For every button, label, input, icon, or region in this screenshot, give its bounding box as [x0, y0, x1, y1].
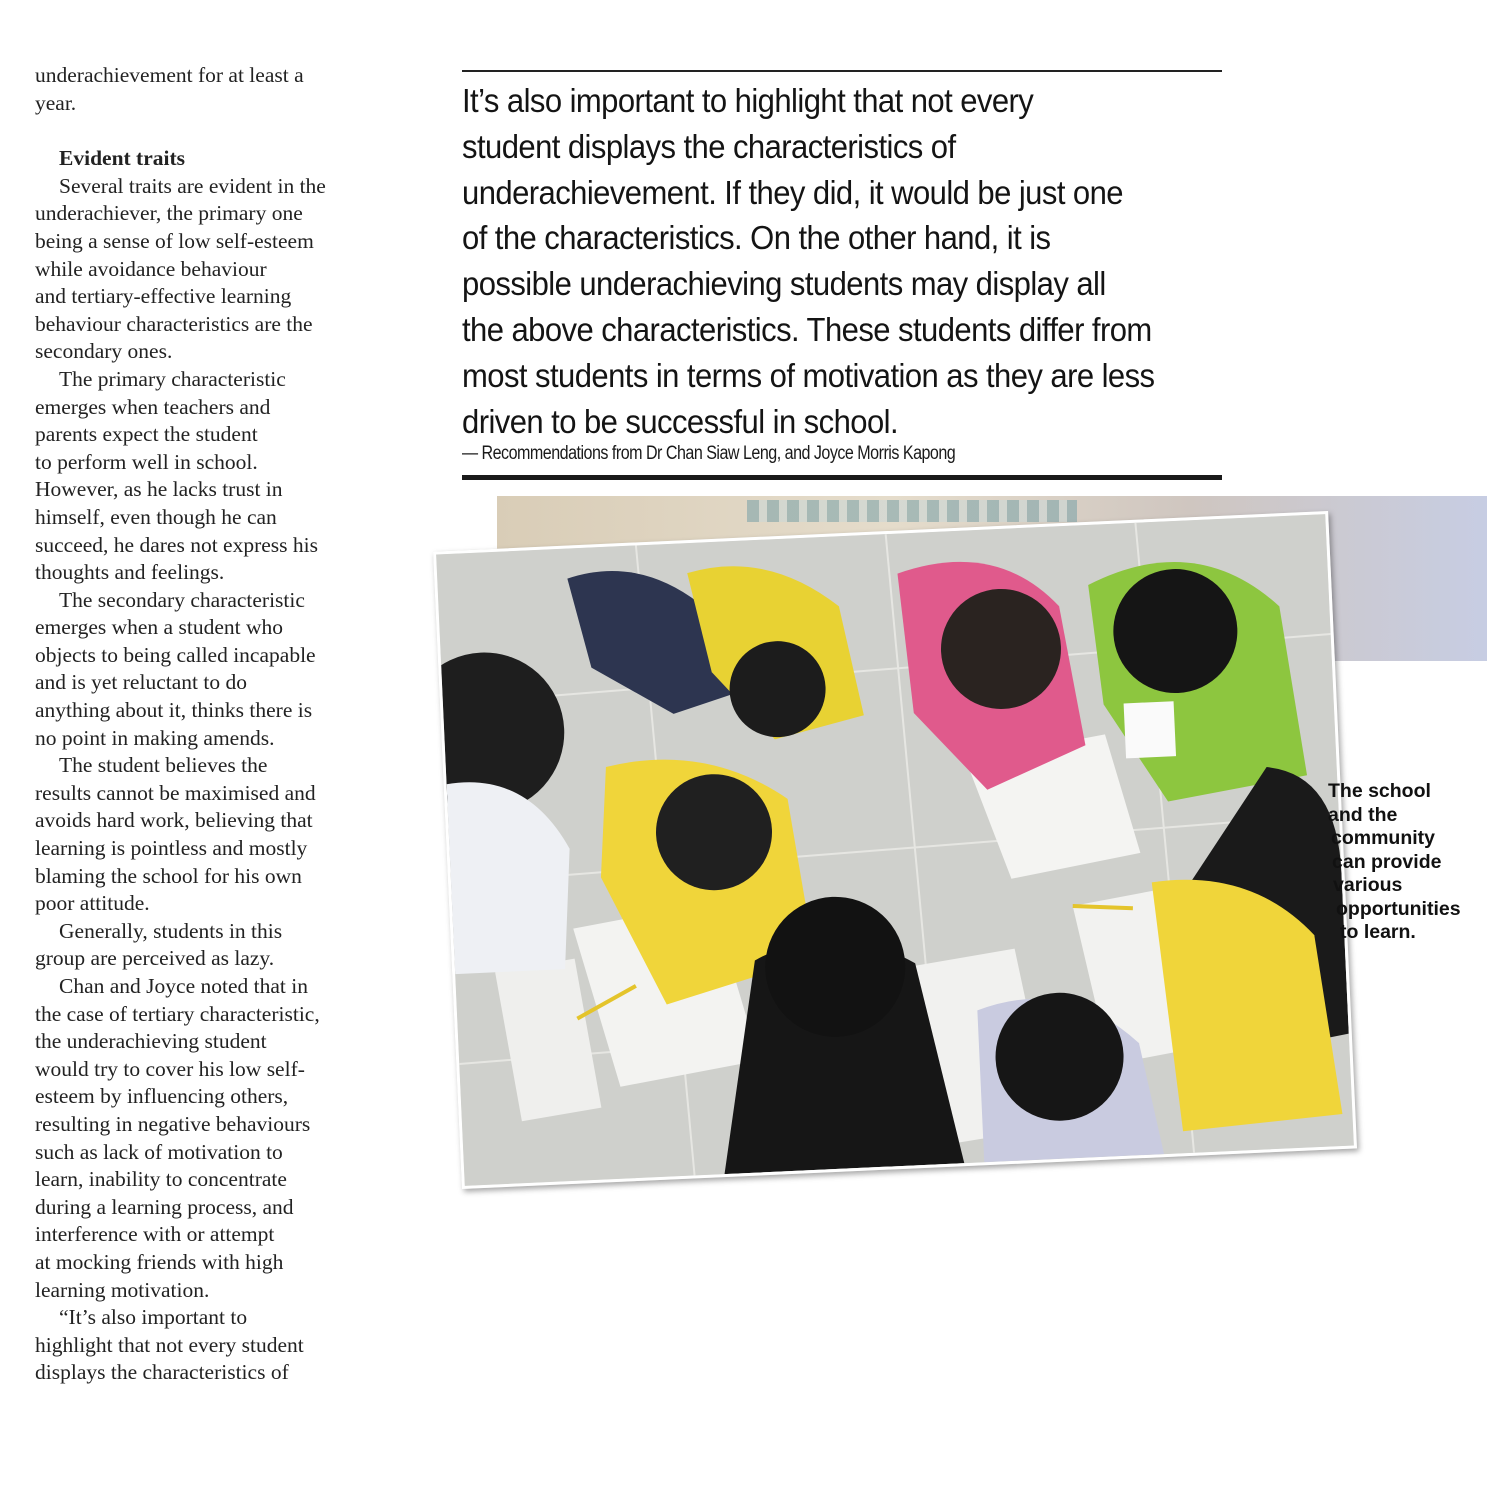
article-column	[35, 62, 407, 1387]
text-line: no point in making amends.	[35, 725, 275, 750]
text-line: succeed, he dares not express his	[35, 532, 318, 557]
caption-line: various	[1333, 874, 1403, 896]
text-line: emerges when a student who	[35, 615, 283, 640]
text-line: himself, even though he can	[35, 504, 277, 529]
text-line: secondary ones.	[35, 339, 173, 364]
text-line: thoughts and feelings.	[35, 560, 225, 585]
text-line: would try to cover his low self-	[35, 1056, 305, 1081]
caption-line: and the	[1328, 803, 1398, 826]
caption-line: to learn.	[1340, 921, 1416, 943]
subheading: Evident traits	[59, 146, 186, 171]
text-line: and tertiary-effective learning	[35, 284, 292, 309]
quote-line: It’s also important to highlight that not every	[462, 82, 1034, 119]
paragraph-first-line: The primary characteristic	[59, 366, 286, 391]
text-line: group are perceived as lazy.	[35, 946, 275, 971]
text-line: behaviour characteristics are the	[35, 311, 313, 336]
text-line: underachievement for at least a	[35, 63, 304, 87]
text-line: and is yet reluctant to do	[35, 670, 247, 695]
paragraph-first-line: Several traits are evident in the	[59, 173, 326, 198]
caption-line: community	[1331, 827, 1436, 849]
text-line: year.	[35, 90, 77, 115]
quote-attribution: — Recommendations from Dr Chan Siaw Leng, and Joyce Morris Kapong	[462, 443, 956, 465]
text-line: learning is pointless and mostly	[35, 836, 308, 861]
text-line: during a learning process, and	[35, 1194, 294, 1219]
text-line: emerges when teachers and	[35, 394, 271, 419]
caption-line: The school	[1328, 780, 1431, 802]
text-line: anything about it, thinks there is	[35, 698, 313, 723]
quote-line: possible underachieving students may display all	[462, 265, 1106, 303]
text-line: such as lack of motivation to	[35, 1139, 283, 1164]
paragraph-first-line: Generally, students in this	[59, 918, 283, 943]
text-line: at mocking friends with high	[35, 1249, 284, 1274]
divider	[462, 475, 1222, 480]
quote-line: driven to be successful in school.	[462, 402, 899, 440]
text-line: avoids hard work, believing that	[35, 808, 313, 833]
text-line: highlight that not every student	[35, 1332, 304, 1357]
paragraph-first-line: The secondary characteristic	[59, 587, 305, 612]
paragraph-first-line: The student believes the	[59, 753, 268, 778]
quote-line: most students in terms of motivation as they are less	[462, 356, 1155, 394]
quote-line: the above characteristics. These students differ from	[462, 310, 1152, 348]
text-line: objects to being called incapable	[35, 642, 316, 667]
caption-line: can provide	[1332, 850, 1442, 873]
text-line: blaming the school for his own	[35, 863, 302, 888]
text-line: esteem by influencing others,	[35, 1084, 289, 1109]
text-line: the case of tertiary characteristic,	[35, 1001, 320, 1026]
quote-line: student displays the characteristics of	[462, 127, 956, 165]
text-line: parents expect the student	[35, 422, 258, 447]
article-body	[35, 173, 407, 1387]
text-line: underachiever, the primary one	[35, 201, 303, 226]
photo-caption	[1328, 780, 1488, 945]
text-line: learning motivation.	[35, 1277, 210, 1302]
paragraph-first-line: Chan and Joyce noted that in	[59, 974, 308, 998]
quote-line: of the characteristics. On the other hand, it is	[462, 219, 1051, 257]
text-line: interference with or attempt	[35, 1222, 275, 1247]
text-line: being a sense of low self-esteem	[35, 228, 314, 253]
quote-line: underachievement. If they did, it would be just one	[462, 173, 1123, 211]
text-line: resulting in negative behaviours	[35, 1111, 311, 1136]
text-line: results cannot be maximised and	[35, 780, 316, 805]
caption-line: opportunities	[1336, 897, 1461, 920]
text-line: to perform well in school.	[35, 449, 258, 474]
text-line: However, as he lacks trust in	[35, 477, 283, 502]
text-line: poor attitude.	[35, 891, 150, 916]
pull-quote-text	[462, 78, 1176, 466]
text-line: displays the characteristics of	[35, 1360, 289, 1385]
text-line: while avoidance behaviour	[35, 256, 267, 281]
students-photo	[433, 511, 1357, 1189]
pull-quote	[462, 70, 1222, 466]
paragraph-first-line: “It’s also important to	[59, 1305, 248, 1330]
text-line: the underachieving student	[35, 1029, 267, 1054]
text-line: learn, inability to concentrate	[35, 1167, 287, 1192]
